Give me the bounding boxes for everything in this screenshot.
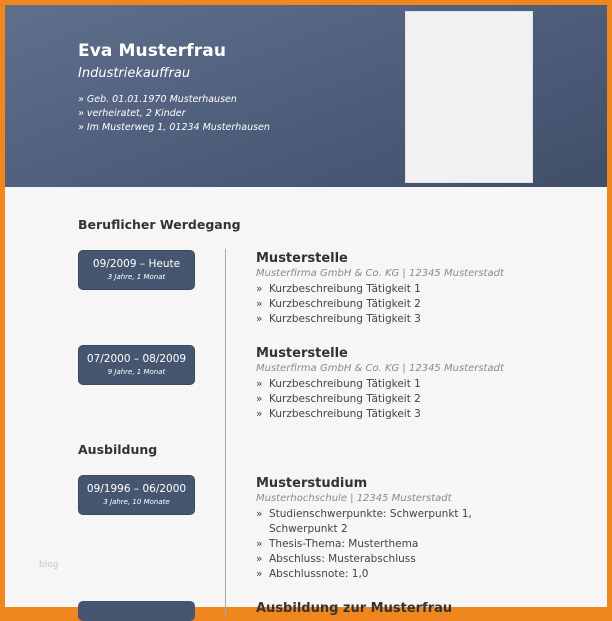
period-badge	[78, 601, 195, 621]
resume-page	[5, 5, 607, 616]
entry-title: Ausbildung zur Musterfrau	[256, 601, 453, 616]
bullet-item: » Abschluss: Musterabschluss	[256, 552, 486, 567]
period-label: 09/1996 – 06/2000	[86, 483, 187, 495]
person-name: Eva Musterfrau	[78, 41, 227, 61]
bullet-item: » Kurzbeschreibung Tätigkeit 2	[256, 392, 596, 407]
family-detail: » verheiratet, 2 Kinder	[78, 108, 186, 119]
job-title: Industriekauffrau	[78, 66, 191, 81]
duration-label: 9 Jahre, 1 Monat	[107, 368, 166, 376]
entry-title: Musterstelle	[256, 346, 348, 361]
entry-title: Musterstelle	[256, 251, 348, 266]
period-badge	[78, 345, 195, 385]
career-entry	[256, 346, 596, 422]
bullet-item: » Kurzbeschreibung Tätigkeit 2	[256, 297, 596, 312]
timeline-divider	[225, 249, 226, 619]
career-section-title: Beruflicher Werdegang	[78, 217, 241, 232]
entry-company: Musterfirma GmbH & Co. KG | 12345 Musterstadt	[256, 363, 504, 374]
duration-label: 3 Jahre, 1 Monat	[107, 273, 166, 281]
entry-company: Musterfirma GmbH & Co. KG | 12345 Musterstadt	[256, 268, 504, 279]
education-entry	[256, 476, 486, 582]
bullet-item: » Kurzbeschreibung Tätigkeit 1	[256, 282, 596, 297]
entry-bullets	[256, 377, 596, 422]
career-entry	[256, 251, 596, 327]
entry-bullets	[256, 282, 596, 327]
entry-company: Musterhochschule | 12345 Musterstadt	[256, 493, 452, 504]
watermark-text: blog	[39, 560, 59, 570]
duration-label: 3 Jahre, 10 Monate	[103, 498, 170, 506]
personal-details	[78, 93, 270, 135]
period-label: 07/2000 – 08/2009	[86, 353, 187, 365]
bullet-item: » Kurzbeschreibung Tätigkeit 3	[256, 407, 596, 422]
period-label: 09/2009 – Heute	[92, 258, 181, 270]
photo-placeholder	[405, 11, 533, 183]
bullet-item: » Kurzbeschreibung Tätigkeit 1	[256, 377, 596, 392]
entry-title: Musterstudium	[256, 476, 368, 491]
address-detail: » Im Musterweg 1, 01234 Musterhausen	[78, 122, 270, 133]
entry-bullets	[256, 507, 486, 582]
education-section-title: Ausbildung	[78, 442, 158, 457]
bullet-item: » Studienschwerpunkte: Schwerpunkt 1, Schwerpunkt 2	[256, 507, 486, 537]
period-badge	[78, 250, 195, 290]
birth-detail: » Geb. 01.01.1970 Musterhausen	[78, 94, 237, 105]
period-badge	[78, 475, 195, 515]
bullet-item: » Abschlussnote: 1,0	[256, 567, 486, 582]
bullet-item: » Kurzbeschreibung Tätigkeit 3	[256, 312, 596, 327]
bullet-item: » Thesis-Thema: Musterthema	[256, 537, 486, 552]
